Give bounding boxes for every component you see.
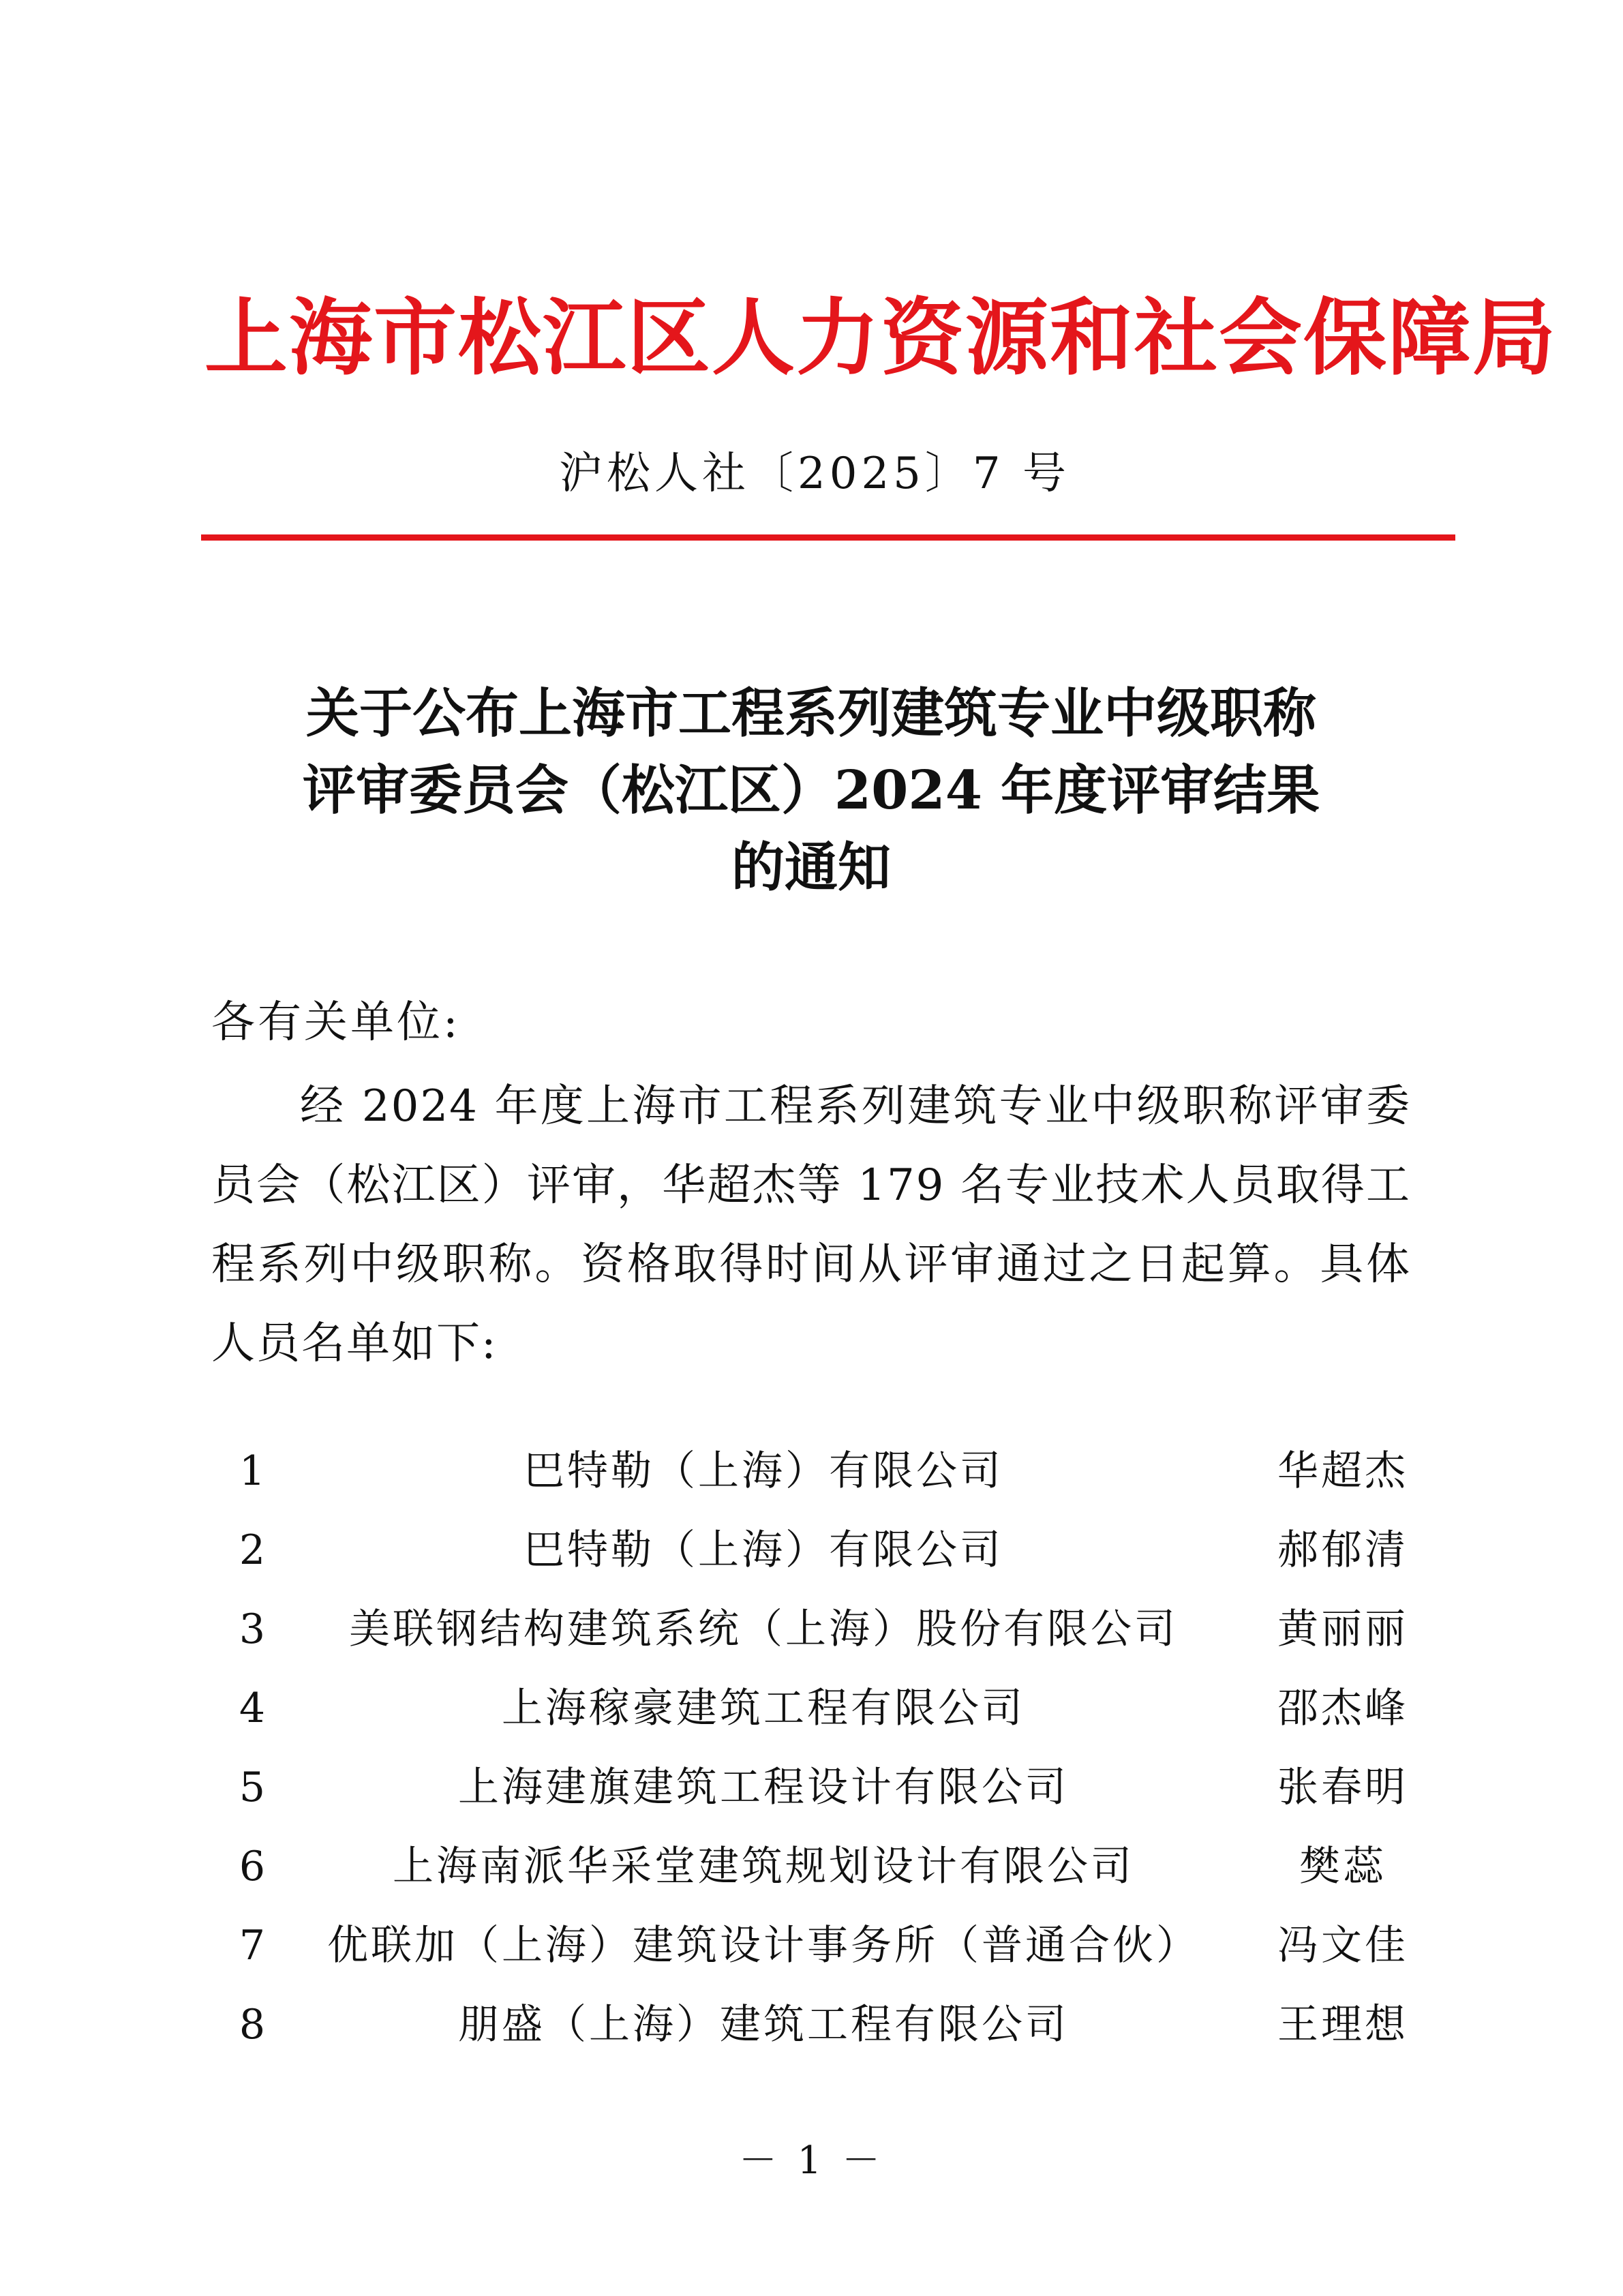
title-line-2: 评审委员会（松江区）2024 年度评审结果 xyxy=(302,759,1320,821)
roster-row xyxy=(204,1511,1431,1590)
roster-number: 1 xyxy=(239,1447,266,1495)
roster-row xyxy=(204,1748,1431,1827)
roster-row xyxy=(204,1590,1431,1669)
notice-title xyxy=(170,675,1452,906)
roster-row xyxy=(204,1432,1431,1511)
roster-person-name: 樊蕊 xyxy=(1299,1843,1386,1890)
roster-company: 上海建旗建筑工程设计有限公司 xyxy=(458,1764,1069,1811)
roster-person-name: 张春明 xyxy=(1277,1764,1408,1811)
roster-person-name: 黄丽丽 xyxy=(1277,1605,1408,1653)
roster-person-name: 郝郁清 xyxy=(1277,1526,1408,1574)
roster-company: 上海稼豪建筑工程有限公司 xyxy=(502,1685,1025,1732)
salutation: 各有关单位: xyxy=(211,997,461,1048)
roster-company: 上海南派华采堂建筑规划设计有限公司 xyxy=(393,1843,1134,1890)
title-line-3: 的通知 xyxy=(731,836,891,898)
body-paragraph: 经 2024 年度上海市工程系列建筑专业中级职称评审委员会（松江区）评审，华超杰等 179 名专业技术人员取得工程系列中级职称。资格取得时间从评审通过之日起算。具体人员名单如下: xyxy=(211,1081,1411,1369)
roster-number: 8 xyxy=(239,2001,266,2049)
roster-company: 朋盛（上海）建筑工程有限公司 xyxy=(458,2001,1069,2049)
header-red-divider xyxy=(201,534,1455,541)
roster-person-name: 华超杰 xyxy=(1277,1447,1408,1495)
roster-number: 2 xyxy=(239,1526,266,1574)
roster-company: 优联加（上海）建筑设计事务所（普通合伙） xyxy=(327,1922,1200,1969)
roster-row xyxy=(204,1985,1431,2064)
roster-number: 5 xyxy=(239,1764,266,1811)
issuing-agency-header: 上海市松江区人力资源和社会保障局 xyxy=(204,288,1557,387)
roster-number: 7 xyxy=(239,1922,266,1969)
roster-company: 美联钢结构建筑系统（上海）股份有限公司 xyxy=(349,1605,1178,1653)
roster-person-name: 王理想 xyxy=(1277,2001,1408,2049)
roster-number: 6 xyxy=(239,1843,266,1890)
roster-person-name: 邵杰峰 xyxy=(1277,1685,1408,1732)
roster-person-name: 冯文佳 xyxy=(1277,1922,1408,1969)
roster-row xyxy=(204,1827,1431,1906)
roster-company: 巴特勒（上海）有限公司 xyxy=(524,1526,1003,1574)
document-number: 沪松人社〔2025〕7 号 xyxy=(559,449,1070,499)
roster-number: 4 xyxy=(239,1685,266,1732)
page-number: － 1 － xyxy=(738,2139,885,2183)
roster-company: 巴特勒（上海）有限公司 xyxy=(524,1447,1003,1495)
roster-number: 3 xyxy=(239,1605,266,1653)
title-line-1: 关于公布上海市工程系列建筑专业中级职称 xyxy=(305,682,1316,744)
roster-list xyxy=(204,1432,1431,2064)
roster-row xyxy=(204,1906,1431,1985)
roster-row xyxy=(204,1669,1431,1748)
